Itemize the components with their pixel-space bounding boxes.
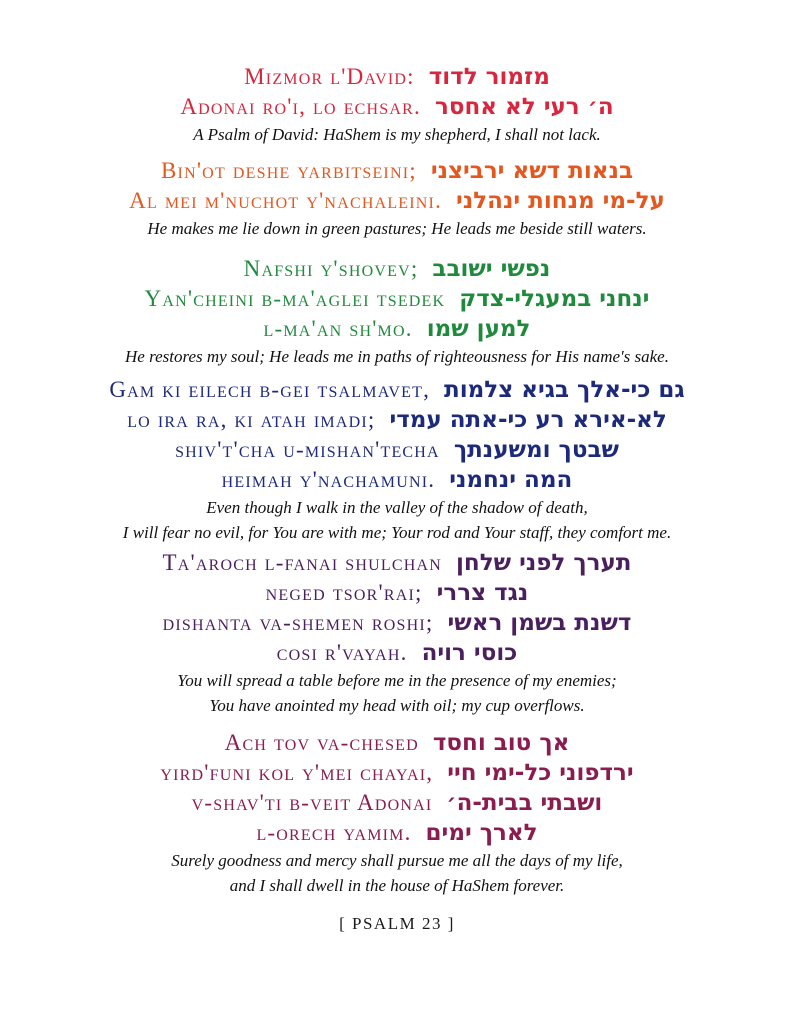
- hebrew-text: ושבתי בבית-ה׳: [446, 790, 603, 816]
- transliteration: Adonai ro'i, lo echsar.: [180, 94, 421, 119]
- verse-line: [0, 186, 794, 216]
- hebrew-text: ירדפוני כל-ימי חיי: [447, 760, 634, 786]
- verse-line: [0, 758, 794, 788]
- verse-line: [0, 284, 794, 314]
- transliteration: cosi r'vayah.: [276, 640, 408, 665]
- transliteration: Bin'ot deshe yarbitseini;: [161, 158, 417, 183]
- stanza-2: [0, 156, 794, 241]
- transliteration: Nafshi y'shovev;: [243, 256, 419, 281]
- hebrew-text: ה׳ רעי לא אחסר: [435, 94, 614, 120]
- transliteration: l-ma'an sh'mo.: [263, 316, 413, 341]
- english-translation: You have anointed my head with oil; my cup overflows.: [209, 696, 585, 715]
- verse-line: [0, 728, 794, 758]
- transliteration: lo ira ra, ki atah imadi;: [127, 407, 376, 432]
- english-translation: A Psalm of David: HaShem is my shepherd, I shall not lack.: [193, 125, 601, 144]
- verse-line: [0, 465, 794, 495]
- english-translation: I will fear no evil, for You are with me; Your rod and Your staff, they comfort me.: [122, 523, 672, 542]
- english-translation: You will spread a table before me in the presence of my enemies;: [177, 671, 617, 690]
- transliteration: v-shav'ti b-veit Adonai: [191, 790, 433, 815]
- hebrew-text: בנאות דשא ירביצני: [430, 158, 633, 184]
- stanza-1: [0, 62, 794, 147]
- transliteration: Yan'cheini b-ma'aglei tsedek: [144, 286, 446, 311]
- english-translation: He makes me lie down in green pastures; He leads me beside still waters.: [147, 219, 647, 238]
- hebrew-text: ינחני במעגלי-צדק: [459, 286, 650, 312]
- hebrew-text: המה ינחמני: [449, 467, 573, 493]
- hebrew-text: דשנת בשמן ראשי: [447, 610, 632, 636]
- transliteration: l-orech yamim.: [256, 820, 412, 845]
- hebrew-text: תערך לפני שלחן: [456, 550, 632, 576]
- verse-line: [0, 435, 794, 465]
- english-translation: Surely goodness and mercy shall pursue me all the days of my life,: [171, 851, 623, 870]
- verse-line: [0, 254, 794, 284]
- hebrew-text: נפשי ישובב: [432, 256, 551, 282]
- verse-line: [0, 788, 794, 818]
- hebrew-text: נגד צררי: [436, 580, 529, 606]
- english-translation: He restores my soul; He leads me in paths of righteousness for His name's sake.: [125, 347, 669, 366]
- transliteration: Ta'aroch l-fanai shulchan: [162, 550, 443, 575]
- hebrew-text: על-מי מנחות ינהלני: [456, 188, 665, 214]
- verse-line: [0, 405, 794, 435]
- verse-line: [0, 62, 794, 92]
- hebrew-text: מזמור לדוד: [428, 64, 550, 90]
- stanza-4: [0, 375, 794, 545]
- transliteration: dishanta va-shemen roshi;: [162, 610, 434, 635]
- transliteration: heimah y'nachamuni.: [221, 467, 436, 492]
- transliteration: yird'funi kol y'mei chayai,: [160, 760, 434, 785]
- transliteration: shiv't'cha u-mishan'techa: [175, 437, 440, 462]
- verse-line: [0, 578, 794, 608]
- transliteration: Mizmor l'David:: [244, 64, 415, 89]
- stanza-3: [0, 254, 794, 369]
- verse-line: [0, 375, 794, 405]
- transliteration: Al mei m'nuchot y'nachaleini.: [129, 188, 443, 213]
- transliteration: neged tsor'rai;: [265, 580, 423, 605]
- hebrew-text: אך טוב וחסד: [432, 730, 570, 756]
- hebrew-text: כוסי רויה: [421, 640, 518, 666]
- verse-line: [0, 92, 794, 122]
- english-translation: and I shall dwell in the house of HaShem forever.: [229, 876, 565, 895]
- verse-line: [0, 818, 794, 848]
- verse-line: [0, 314, 794, 344]
- stanza-6: [0, 728, 794, 898]
- verse-line: [0, 638, 794, 668]
- transliteration: Gam ki eilech b-gei tsalmavet,: [109, 377, 431, 402]
- hebrew-text: שבטך ומשענתך: [453, 437, 619, 463]
- verse-line: [0, 156, 794, 186]
- psalm-reference: [ PSALM 23 ]: [339, 914, 455, 933]
- english-translation: Even though I walk in the valley of the shadow of death,: [206, 498, 588, 517]
- hebrew-text: גם כי-אלך בגיא צלמות: [444, 377, 685, 403]
- verse-line: [0, 548, 794, 578]
- stanza-5: [0, 548, 794, 718]
- hebrew-text: למען שמו: [426, 316, 531, 342]
- transliteration: Ach tov va-chesed: [224, 730, 419, 755]
- verse-line: [0, 608, 794, 638]
- hebrew-text: לארך ימים: [425, 820, 538, 846]
- hebrew-text: לא-אירא רע כי-אתה עמדי: [389, 407, 667, 433]
